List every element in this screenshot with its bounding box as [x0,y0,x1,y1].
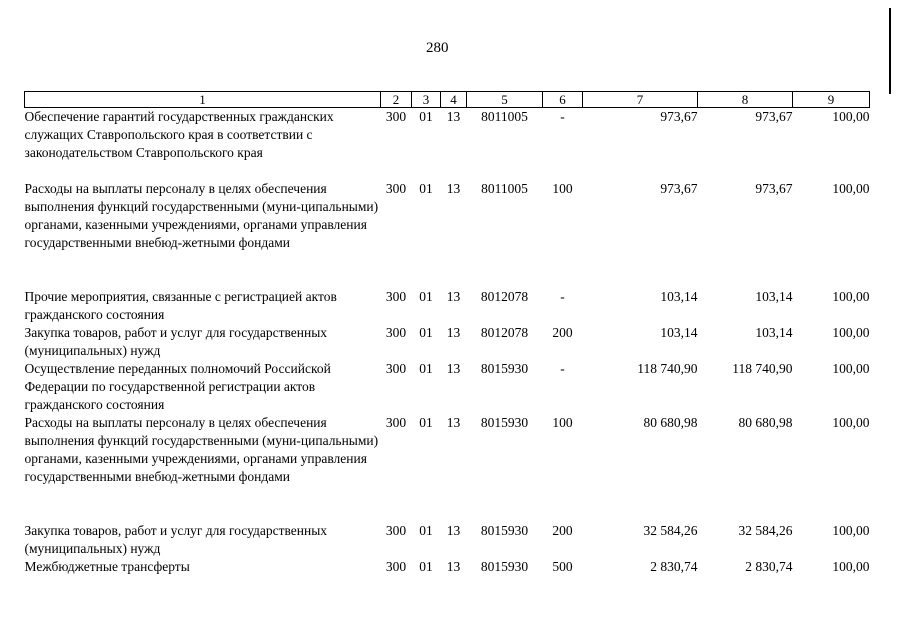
table-row [25,180,870,288]
column-header: 1 [25,92,381,108]
cell-col2: 300 [385,360,407,376]
cell-col9: 100,00 [832,109,870,124]
cell-col2: 300 [385,324,407,340]
cell-col4: 13 [446,558,461,574]
cell-col6: - [560,288,565,304]
cell-col8: 973,67 [755,109,793,124]
cell-col5: 8015930 [480,522,529,538]
table-row [25,558,870,578]
table-row [25,108,870,180]
column-header: 3 [412,92,441,108]
table-header-row [25,92,870,108]
column-header: 2 [381,92,412,108]
cell-col6: 200 [552,324,573,340]
column-header: 5 [467,92,543,108]
cell-col3: 01 [419,414,433,430]
cell-col7: 80 680,98 [643,414,698,430]
column-header: 8 [698,92,793,108]
cell-col5: 8012078 [480,288,529,304]
page-number: 280 [426,40,449,56]
cell-col8: 103,14 [755,288,793,304]
cell-col3: 01 [419,360,433,376]
cell-col3: 01 [419,558,433,574]
cell-col9: 100,00 [832,522,870,538]
cell-col7: 32 584,26 [643,522,698,538]
cell-col8: 2 830,74 [745,558,793,574]
cell-col7: 103,14 [660,288,698,304]
cell-col8: 80 680,98 [738,414,793,430]
cell-col2: 300 [385,288,407,304]
cell-col6: - [560,360,565,376]
row-name: Расходы на выплаты персоналу в целях обеспечения выполнения функций государственными (муни-ципальными) органами, казенными учреждениями, органами управления государственными внебюд-жетными фондами [24,414,379,484]
row-name: Расходы на выплаты персоналу в целях обеспечения выполнения функций государственными (муни-ципальными) органами, казенными учреждениями, органами управления государственными внебюд-жетными фондами [24,180,379,250]
cell-col6: 500 [552,558,573,574]
cell-col5: 8015930 [480,558,529,574]
cell-col3: 01 [419,288,433,304]
cell-col3: 01 [419,180,433,196]
cell-col6: 100 [552,414,573,430]
cell-col5: 8015930 [480,414,529,430]
cell-col7: 103,14 [660,324,698,340]
cell-col9: 100,00 [832,324,870,340]
cell-col6: 100 [552,180,573,196]
cell-col9: 100,00 [832,558,870,574]
cell-col8: 32 584,26 [738,522,793,538]
row-name: Закупка товаров, работ и услуг для государственных (муниципальных) нужд [24,324,328,358]
cell-col2: 300 [385,180,407,196]
cell-col7: 2 830,74 [650,558,698,574]
column-header: 7 [583,92,698,108]
cell-col2: 300 [385,109,407,124]
cell-col8: 118 740,90 [732,360,793,376]
cell-col6: - [560,109,565,124]
cell-col7: 973,67 [660,109,698,124]
cell-col4: 13 [446,180,461,196]
cell-col2: 300 [385,558,407,574]
cell-col3: 01 [419,522,433,538]
row-name: Обеспечение гарантий государственных гражданских служащих Ставропольского края в соответствии с законодательством Ставропольского края [24,109,334,160]
cell-col8: 973,67 [755,180,793,196]
row-name: Закупка товаров, работ и услуг для государственных (муниципальных) нужд [24,522,328,556]
cell-col9: 100,00 [832,288,870,304]
column-header: 9 [793,92,870,108]
cell-col4: 13 [446,288,461,304]
cell-col2: 300 [385,414,407,430]
cell-col3: 01 [419,109,433,124]
cell-col8: 103,14 [755,324,793,340]
cell-col5: 8011005 [481,180,528,196]
cell-col4: 13 [446,414,461,430]
cell-col7: 973,67 [660,180,698,196]
row-name: Межбюджетные трансферты [24,558,190,574]
row-name: Осуществление переданных полномочий Российской Федерации по государственной регистрации актов гражданского состояния [24,360,331,412]
table-row [25,288,870,324]
table-row [25,522,870,558]
column-header: 4 [441,92,467,108]
cell-col5: 8012078 [480,324,529,340]
budget-table [24,91,870,578]
cell-col9: 100,00 [832,180,870,196]
column-header: 6 [543,92,583,108]
table-row [25,414,870,522]
margin-rule [889,8,891,94]
cell-col2: 300 [385,522,407,538]
table-row [25,324,870,360]
cell-col6: 200 [552,522,573,538]
cell-col4: 13 [446,522,461,538]
cell-col3: 01 [419,324,433,340]
table-row [25,360,870,414]
row-name: Прочие мероприятия, связанные с регистрацией актов гражданского состояния [24,288,337,322]
cell-col7: 118 740,90 [637,360,698,376]
cell-col9: 100,00 [832,360,870,376]
cell-col9: 100,00 [832,414,870,430]
cell-col5: 8011005 [481,109,528,124]
cell-col4: 13 [446,360,461,376]
cell-col4: 13 [446,324,461,340]
cell-col5: 8015930 [480,360,529,376]
cell-col4: 13 [446,109,461,124]
